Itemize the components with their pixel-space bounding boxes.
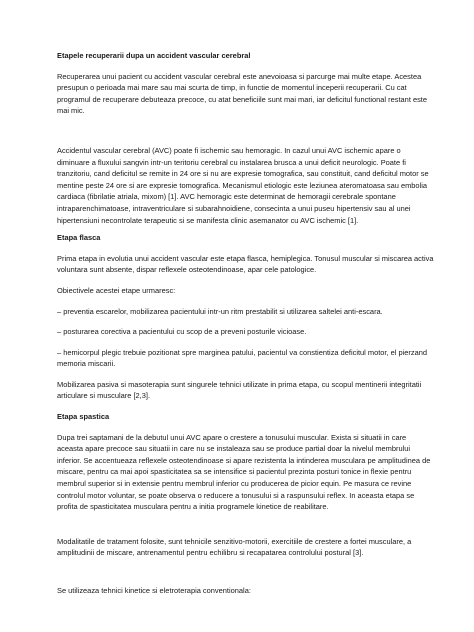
avc-definition-paragraph: Accidentul vascular cerebral (AVC) poate fi ischemic sau hemoragic. In cazul unui AVC ischemic apare o diminuare a fluxului sangvin intr-un teritoriu cerebral cu instalarea brusca a unui deficit neurologic. Poate fi tranzitoriu, cand deficitul se remite in 24 ore si nu are expresie tomografica, sau constituit, cand deficitul motor se mentine peste 24 ore si are expresie tomografica. Mecanismul etiologic este leziunea ateromatoasa sau embolia cardiaca (fibrilatie atriala, mixom) [1]. AVC hemoragic este determinat de hemoragii cerebrale spontane intraparenchimatoase, intraventriculare si subarahnoidiene, consecinta a unui puseu hipertensiv sau al unei hipertensiuni necontrolate terapeutic si se manifesta clinic asemanator cu AVC ischemic [1]. [57,145,429,225]
spastica-heading: Etapa spastica [57,412,110,422]
mobilization-paragraph: Mobilizarea pasiva si masoterapia sunt singurele tehnici utilizate in prima etapa, cu scopul mentinerii integritatii articulare si musculare [2,3]. [57,379,422,401]
objective-item: – hemicorpul plegic trebuie pozitionat spre marginea patului, pacientul va constientiza deficitul motor, el pierzand memoria miscarii. [57,347,428,369]
objective-item: – preventia escarelor, mobilizarea pacientului intr-un ritm prestabilit si utilizarea saltelei anti-escara. [57,306,383,316]
closing-line: Se utilizeaza tehnici kinetice si eletroterapia conventionala: [57,586,251,595]
flasca-paragraph: Prima etapa in evolutia unui accident vascular este etapa flasca, hemiplegica. Tonusul muscular si miscarea activa voluntara sunt absente, dispar reflexele osteotendinoase, apar cele patologice. [57,253,434,275]
objective-item: – posturarea corectiva a pacientului cu scop de a preveni posturile vicioase. [57,327,307,337]
spastica-paragraph: Dupa trei saptamani de la debutul unui AVC apare o crestere a tonusului muscular. Exista si situatii in care aceasta apare precoce sau situatii in care nu se instaleaza sau se produce partial doar la nivelul membrului inferior. Se accentueaza reflexele osteotendinoase si apare rezistenta la intinderea musculara pe amplitudinea de miscare, pentru ca mai apoi spasticitatea sa se intensifice si pacientul prezinta posturi tonice in flexie pentru membrul superior si in extensie pentru membrul inferior cu producerea de picior equin. Pe masura ce revine controlul motor voluntar, se poate observa o reducere a tonusului si a raspunsului reflex. In aceasta etapa se profita de spasticitatea musculara pentru a initia programele kinetice de reabilitare. [57,432,431,512]
modalities-paragraph: Modalitatile de tratament folosite, sunt tehnicile senzitivo-motorii, exercitiile de crestere a fortei musculare, a amplitudinii de miscare, antrenamentul pentru echilibru si recapatarea controlului postural [3]. [57,536,412,558]
intro-paragraph: Recuperarea unui pacient cu accident vascular cerebral este anevoioasa si parcurge mai multe etape. Acestea presupun o perioada mai mare sau mai scurta de timp, in functie de momentul inceperii recuperarii. Cu cat programul de recuperare debuteaza precoce, cu atat beneficiile sunt mai mari, iar deficitul functional restant este mai mic. [57,71,428,116]
document-title: Etapele recuperarii dupa un accident vascular cerebral [57,51,251,60]
flasca-heading: Etapa flasca [57,233,101,243]
objectives-heading: Obiectivele acestei etape urmaresc: [57,285,176,295]
